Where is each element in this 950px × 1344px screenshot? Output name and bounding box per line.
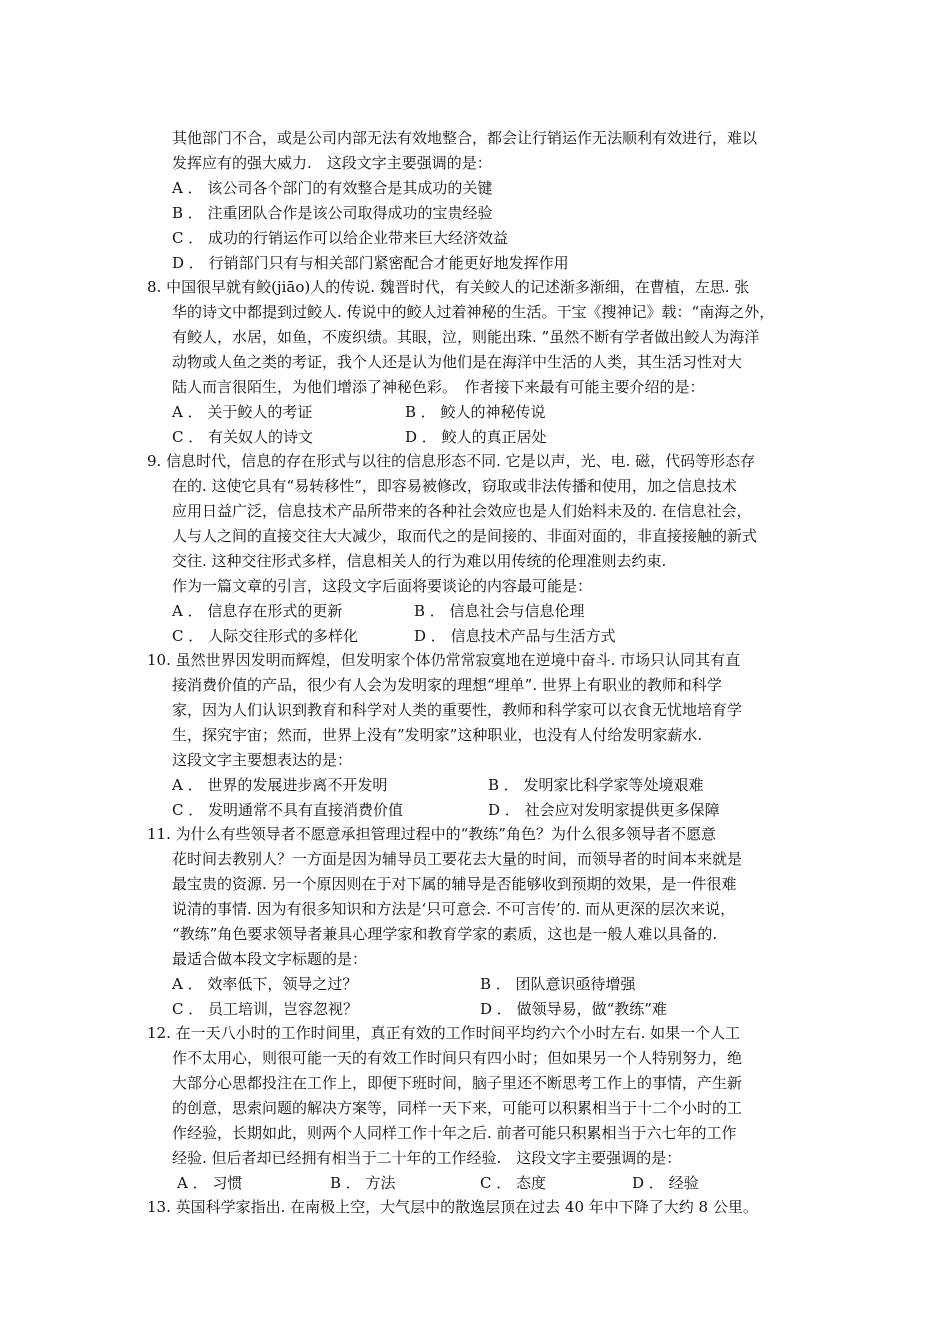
q9-question-prompt: 作为一篇文章的引言，这段文字后面将要谈论的内容最可能是：: [172, 577, 593, 595]
q12-text-line: 作不太用心，则很可能一天的有效工作时间只有四小时；但如果另一个人特别努力，绝: [172, 1049, 743, 1067]
q12-option-d: D ． 经验: [632, 1174, 699, 1192]
q9-option-c: C ． 人际交往形式的多样化: [172, 627, 359, 645]
q9-text-line: 应用日益广泛，信息技术产品所带来的各种社会效应也是人们始料未及的. 在信息社会，: [172, 502, 752, 520]
q10-stem-first-line: 10. 虽然世界因发明而辉煌，但发明家个体仍常常寂寞地在逆境中奋斗. 市场只认同其有直: [147, 651, 741, 669]
q11-text-line: “教练”角色要求领导者兼具心理学家和教育学家的素质，这也是一般人难以具备的.: [172, 925, 718, 943]
q8-stem-first-line: 8. 中国很早就有鲛(jiāo)人的传说. 魏晋时代，有关鲛人的记述渐多渐细，在曹植，左思. 张: [147, 278, 750, 296]
q8-text-line: 有鲛人，水居，如鱼，不废织绩。其眼，泣，则能出珠. ”虽然不断有学者做出鲛人为海洋: [172, 328, 760, 346]
q8-option-c: C ． 有关奴人的诗文: [172, 428, 314, 446]
q11-text-line: 最宝贵的资源. 另一个原因则在于对下属的辅导是否能够收到预期的效果，是一件很难: [172, 875, 737, 893]
q11-text-line: 花时间去教别人？一方面是因为辅导员工要花去大量的时间，而领导者的时间本来就是: [172, 850, 743, 868]
q11-option-d: D ． 做领导易，做“教练”难: [480, 1000, 667, 1018]
q8-option-b: B ． 鲛人的神秘传说: [405, 403, 546, 421]
q10-text-line: 生，探究宇宙；然而，世界上没有”发明家”这种职业，也没有人付给发明家薪水.: [172, 726, 703, 744]
q10-option-b: B ． 发明家比科学家等处境艰难: [488, 776, 704, 794]
q9-text-line: 在的. 这使它具有“易转移性”，即容易被修改，窃取或非法传播和使用，加之信息技术: [172, 477, 737, 495]
q12-option-b: B ． 方法: [330, 1174, 396, 1192]
q12-text-line: 大部分心思都投注在工作上，即便下班时间，脑子里还不断思考工作上的事情，产生新: [172, 1074, 743, 1092]
q8-option-a: A ． 关于鲛人的考证: [172, 403, 313, 421]
q10-question-prompt: 这段文字主要想表达的是：: [172, 751, 353, 769]
q8-text-line: 华的诗文中都提到过鲛人. 传说中的鲛人过着神秘的生活。干宝《搜神记》载：“南海之外，: [172, 303, 775, 321]
q7-option-d: D ． 行销部门只有与相关部门紧密配合才能更好地发挥作用: [172, 254, 569, 272]
q11-stem-first-line: 11. 为什么有些领导者不愿意承担管理过程中的“教练”角色？为什么很多领导者不愿意: [147, 825, 716, 843]
q9-option-b: B ． 信息社会与信息伦理: [414, 602, 585, 620]
q9-stem-first-line: 9. 信息时代，信息的存在形式与以往的信息形态不同. 它是以声，光、电. 磁，代码等形态存: [147, 452, 756, 470]
q8-text-line: 陆人而言很陌生，为他们增添了神秘色彩。 作者接下来最有可能主要介绍的是：: [172, 378, 705, 396]
q10-text-line: 家，因为人们认识到教育和科学对人类的重要性，教师和科学家可以衣食无忧地培育学: [172, 701, 743, 719]
q10-option-d: D ． 社会应对发明家提供更多保障: [488, 801, 720, 819]
q7-option-a: A ． 该公司各个部门的有效整合是其成功的关键: [172, 179, 493, 197]
q9-option-d: D ． 信息技术产品与生活方式: [414, 627, 616, 645]
q9-text-line: 人与人之间的直接交往大大减少，取而代之的是间接的、非面对面的，非直接接触的新式: [172, 527, 758, 545]
q7-text-line: 发挥应有的强大威力. 这段文字主要强调的是：: [172, 154, 492, 172]
q13-stem-first-line: 13. 英国科学家指出. 在南极上空，大气层中的散逸层顶在过去 40 年中下降了大约 8 公里。: [147, 1198, 758, 1216]
q12-option-a: A ． 习惯: [177, 1174, 243, 1192]
q11-option-c: C ． 员工培训，岂容忽视？: [172, 1000, 359, 1018]
q12-stem-first-line: 12. 在一天八小时的工作时间里，真正有效的工作时间平均约六个小时左右. 如果一个人工: [147, 1024, 741, 1042]
q12-text-line: 作经验，长期如此，则两个人同样工作十年之后. 前者可能只积累相当于六七年的工作: [172, 1124, 737, 1142]
q11-question-prompt: 最适合做本段文字标题的是：: [172, 950, 368, 968]
q7-text-line: 其他部门不合，或是公司内部无法有效地整合，都会让行销运作无法顺利有效进行，难以: [172, 129, 758, 147]
q9-text-line: 交往. 这种交往形式多样，信息相关人的行为难以用传统的伦理准则去约束.: [172, 552, 667, 570]
q7-option-b: B ． 注重团队合作是该公司取得成功的宝贵经验: [172, 204, 493, 222]
q10-text-line: 接消费价值的产品，很少有人会为发明家的理想“埋单”. 世界上有职业的教师和科学: [172, 676, 722, 694]
q9-option-a: A ． 信息存在形式的更新: [172, 602, 343, 620]
q8-option-d: D ． 鲛人的真正居处: [405, 428, 547, 446]
q11-option-b: B ． 团队意识亟待增强: [480, 975, 636, 993]
q11-option-a: A ． 效率低下，领导之过？: [172, 975, 358, 993]
q10-option-a: A ． 世界的发展进步离不开发明: [172, 776, 388, 794]
q11-text-line: 说清的事情. 因为有很多知识和方法是‘只可意会. 不可言传’的. 而从更深的层次来说，: [172, 900, 736, 918]
q12-option-c: C ． 态度: [480, 1174, 547, 1192]
q8-text-line: 动物或人鱼之类的考证，我个人还是认为他们是在海洋中生活的人类，其生活习性对大: [172, 353, 743, 371]
q12-text-line: 经验. 但后者却已经拥有相当于二十年的工作经验. 这段文字主要强调的是：: [172, 1149, 682, 1167]
q10-option-c: C ． 发明通常不具有直接消费价值: [172, 801, 404, 819]
q12-text-line: 的创意，思索问题的解决方案等，同样一天下来，可能可以积累相当于十二个小时的工: [172, 1099, 743, 1117]
q7-option-c: C ． 成功的行销运作可以给企业带来巨大经济效益: [172, 229, 509, 247]
